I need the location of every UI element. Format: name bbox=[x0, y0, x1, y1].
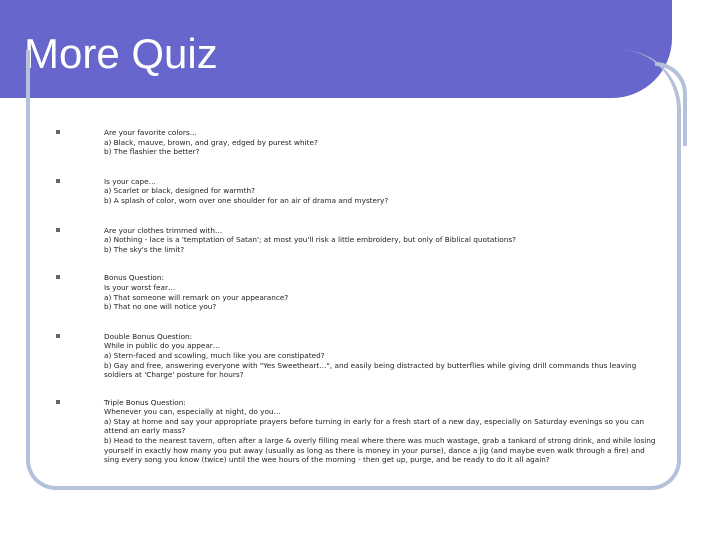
question-item bbox=[56, 128, 656, 157]
question-item bbox=[56, 398, 656, 465]
question-line: Is your worst fear… bbox=[104, 282, 176, 292]
question-list bbox=[56, 128, 656, 465]
question-line: Whenever you can, especially at night, do you… bbox=[104, 407, 281, 417]
question-line: a) Stern-faced and scowling, much like you are constipated? bbox=[104, 350, 325, 360]
question-item bbox=[56, 332, 656, 380]
bullet-icon bbox=[56, 228, 60, 232]
question-line: b) A splash of color, worn over one shoulder for an air of drama and mystery? bbox=[104, 195, 389, 205]
question-text: Are your favorite colors… bbox=[104, 128, 197, 137]
bullet-icon bbox=[56, 179, 60, 183]
question-line: b) That no one will notice you? bbox=[104, 302, 217, 312]
question-line: b) The flashier the better? bbox=[104, 147, 200, 157]
question-item bbox=[56, 226, 656, 255]
question-text: Triple Bonus Question: bbox=[104, 397, 186, 407]
question-line: a) That someone will remark on your appearance? bbox=[104, 292, 289, 302]
question-line: b) Gay and free, answering everyone with "Yes Sweetheart…", and easily being distracted by butterflies while giving drill commands thus leaving soldiers at 'Charge' posture for hours? bbox=[104, 360, 639, 380]
question-text: Bonus Question: bbox=[104, 273, 164, 283]
question-line: a) Nothing - lace is a 'temptation of Satan'; at most you'll risk a little embroidery, but only of Biblical quotations? bbox=[104, 235, 516, 245]
question-text: Is your cape… bbox=[104, 176, 156, 186]
question-line: While in public do you appear… bbox=[104, 341, 221, 351]
question-text: Double Bonus Question: bbox=[104, 331, 193, 341]
bullet-icon bbox=[56, 275, 60, 279]
bullet-icon bbox=[56, 400, 60, 404]
question-line: b) The sky's the limit? bbox=[104, 244, 185, 254]
question-line: b) Head to the nearest tavern, often after a large & overly filling meal where there was much wastage, grab a tankard of strong drink, and while losing yourself in exactly how many you put away (usually as long as there is money in your purse), dance a jig (and maybe even walk through a fire) and sing every song you know (twice) until the wee hours of the morning - then get up, purge, and be ready to do it all again? bbox=[104, 436, 658, 465]
bullet-icon bbox=[56, 334, 60, 338]
question-item bbox=[56, 177, 656, 206]
slide-title: More Quiz bbox=[24, 30, 218, 77]
question-line: a) Scarlet or black, designed for warmth? bbox=[104, 186, 256, 196]
bullet-icon bbox=[56, 130, 60, 134]
question-item bbox=[56, 273, 656, 311]
question-text: Are your clothes trimmed with… bbox=[104, 225, 223, 235]
question-line: a) Black, mauve, brown, and gray, edged by purest white? bbox=[104, 137, 318, 147]
question-line: a) Stay at home and say your appropriate prayers before turning in early for a fresh start of a new day, especially on Saturday evenings so you can attend an early mass? bbox=[104, 416, 647, 436]
